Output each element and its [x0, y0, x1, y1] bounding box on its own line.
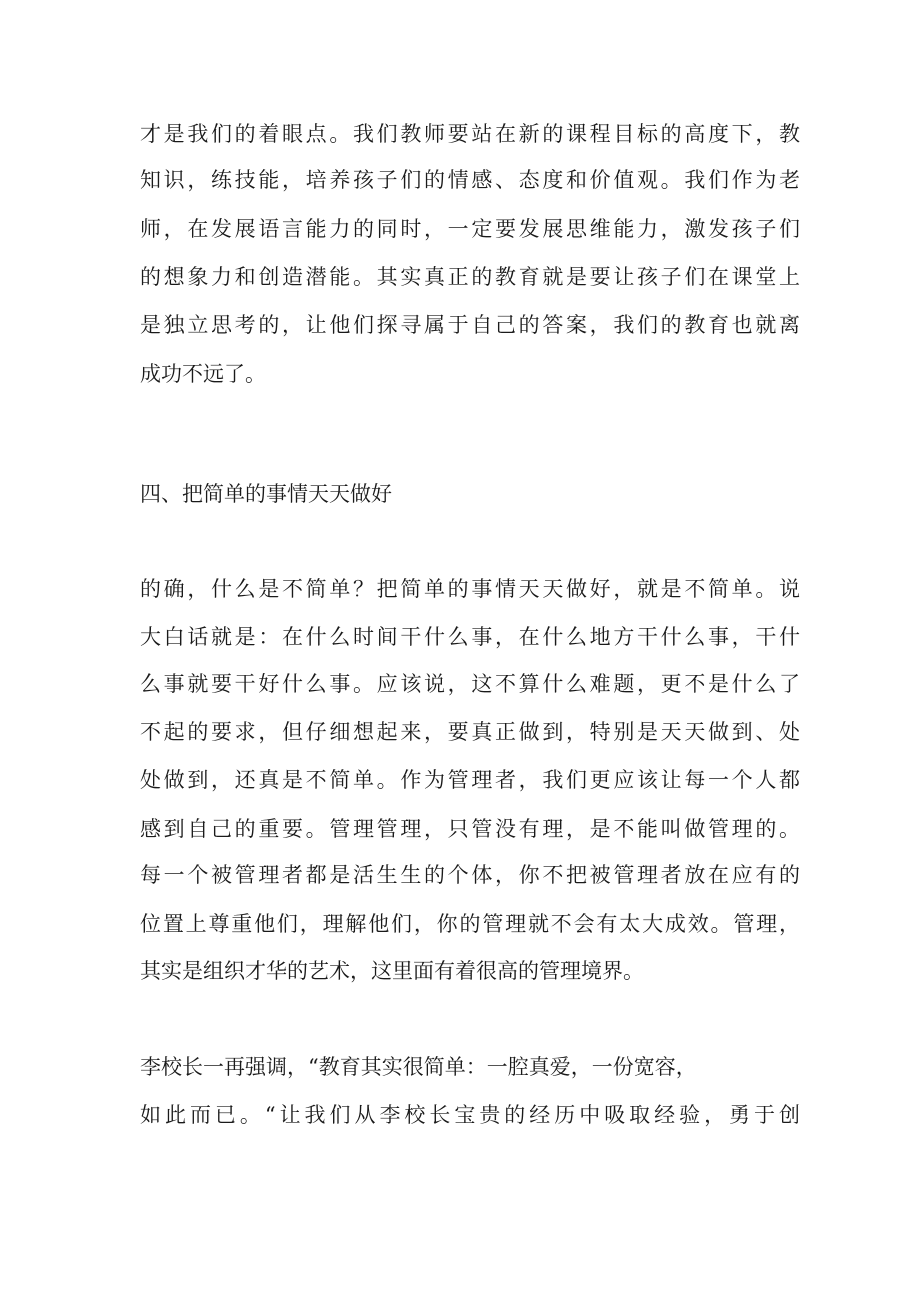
paragraph-line: 知识，练技能，培养孩子们的情感、态度和价值观。我们作为老 [140, 168, 800, 192]
paragraph-line: 的想象力和创造潜能。其实真正的教育就是要让孩子们在课堂上 [140, 265, 800, 289]
paragraph-line: 的确，什么是不简单？把简单的事情天天做好，就是不简单。说 [140, 577, 800, 601]
paragraph-line: 每一个被管理者都是活生生的个体，你不把被管理者放在应有的 [140, 863, 800, 887]
paragraph-line: 处做到，还真是不简单。作为管理者，我们更应该让每一个人都 [140, 768, 800, 792]
paragraph-line: 师，在发展语言能力的同时，一定要发展思维能力，激发孩子们 [140, 217, 800, 241]
paragraph-line: 成功不远了。 [140, 362, 266, 386]
paragraph-line: 位置上尊重他们，理解他们，你的管理就不会有太大成效。管理， [140, 912, 800, 936]
paragraph-line: 不起的要求，但仔细想起来，要真正做到，特别是天天做到、处 [140, 720, 800, 744]
paragraph-line: 李校长一再强调，“教育其实很简单：一腔真爱，一份宽容， [140, 1055, 697, 1079]
paragraph-line: 么事就要干好什么事。应该说，这不算什么难题，更不是什么了 [140, 672, 800, 696]
paragraph-line: 感到自己的重要。管理管理，只管没有理，是不能叫做管理的。 [140, 817, 800, 841]
paragraph-line: 其实是组织才华的艺术，这里面有着很高的管理境界。 [140, 959, 644, 983]
paragraph-line: 大白话就是：在什么时间干什么事，在什么地方干什么事，干什 [140, 625, 800, 649]
paragraph-line: 才是我们的着眼点。我们教师要站在新的课程目标的高度下，教 [140, 122, 800, 146]
section-heading: 四、把简单的事情天天做好 [140, 482, 392, 506]
paragraph-line: 是独立思考的，让他们探寻属于自己的答案，我们的教育也就离 [140, 313, 800, 337]
paragraph-line: 如此而已。“让我们从李校长宝贵的经历中吸取经验，勇于创 [140, 1103, 800, 1127]
